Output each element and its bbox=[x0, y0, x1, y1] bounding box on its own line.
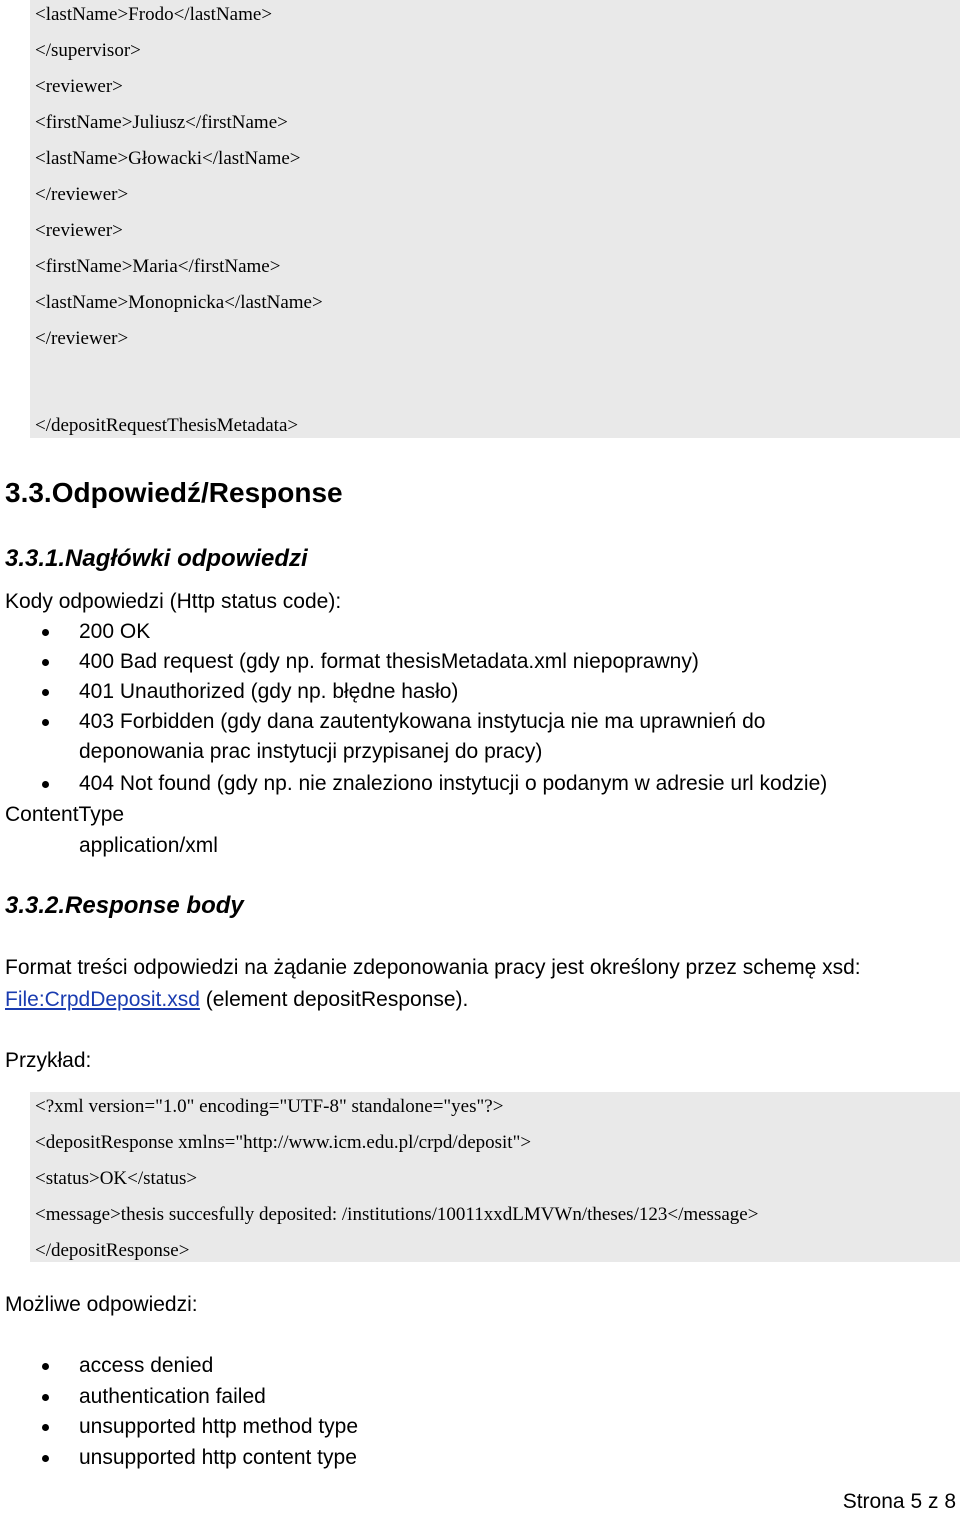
code-line: <message>thesis succesfully deposited: /institutions/10011xxdLMVWn/theses/123</message> bbox=[35, 1204, 759, 1225]
code-line: <reviewer> bbox=[35, 76, 123, 97]
total-pages: 8 bbox=[944, 1490, 956, 1513]
subsection-heading-headers: 3.3.1.Nagłówki odpowiedzi bbox=[5, 545, 308, 572]
bullet-icon bbox=[42, 1394, 49, 1401]
subsection-heading-response-body: 3.3.2.Response body bbox=[5, 892, 244, 919]
content-type-label: ContentType bbox=[5, 803, 125, 826]
code-line: </depositResponse> bbox=[35, 1240, 190, 1261]
possible-response-item: unsupported http content type bbox=[79, 1446, 357, 1469]
section-heading-response: 3.3.Odpowiedź/Response bbox=[5, 477, 343, 508]
bullet-icon bbox=[42, 1363, 49, 1370]
schema-element-note: (element depositResponse). bbox=[199, 988, 469, 1011]
code-line: <?xml version="1.0" encoding="UTF-8" standalone="yes"?> bbox=[35, 1096, 504, 1117]
status-code-item: 401 Unauthorized (gdy np. błędne hasło) bbox=[79, 680, 459, 703]
code-line: <firstName>Juliusz</firstName> bbox=[35, 112, 288, 133]
bullet-icon bbox=[42, 659, 49, 666]
code-block-response-example bbox=[30, 1092, 960, 1262]
bullet-icon bbox=[42, 689, 49, 696]
response-body-paragraph-line2 bbox=[5, 988, 468, 1012]
status-code-item: 403 Forbidden (gdy dana zautentykowana instytucja nie ma uprawnień do bbox=[79, 710, 766, 733]
status-code-item: 404 Not found (gdy np. nie znaleziono instytucji o podanym w adresie url kodzie) bbox=[79, 772, 828, 795]
code-line: <status>OK</status> bbox=[35, 1168, 198, 1189]
code-line: </reviewer> bbox=[35, 184, 129, 205]
schema-link[interactable]: File:CrpdDeposit.xsd bbox=[5, 988, 200, 1011]
possible-response-item: access denied bbox=[79, 1354, 214, 1377]
code-line: <lastName>Frodo</lastName> bbox=[35, 4, 273, 25]
code-line: <depositResponse xmlns="http://www.icm.edu.pl/crpd/deposit"> bbox=[35, 1132, 532, 1153]
bullet-icon bbox=[42, 1455, 49, 1462]
code-line: <reviewer> bbox=[35, 220, 123, 241]
possible-response-item: authentication failed bbox=[79, 1385, 266, 1408]
page-of-label: z bbox=[927, 1490, 939, 1513]
bullet-icon bbox=[42, 1424, 49, 1431]
status-code-item: 200 OK bbox=[79, 620, 151, 643]
code-line: <firstName>Maria</firstName> bbox=[35, 256, 281, 277]
status-codes-intro: Kody odpowiedzi (Http status code): bbox=[5, 590, 342, 613]
bullet-icon bbox=[42, 781, 49, 788]
current-page: 5 bbox=[910, 1490, 923, 1513]
bullet-icon bbox=[42, 719, 49, 726]
possible-responses-label: Możliwe odpowiedzi: bbox=[5, 1293, 198, 1316]
code-line: </depositRequestThesisMetadata> bbox=[35, 415, 299, 436]
bullet-icon bbox=[42, 629, 49, 636]
code-block-metadata bbox=[30, 0, 960, 438]
status-code-item-continuation: deponowania prac instytucji przypisanej do pracy) bbox=[79, 740, 543, 763]
code-line: </reviewer> bbox=[35, 328, 129, 349]
page-number bbox=[843, 1490, 956, 1514]
status-code-item: 400 Bad request (gdy np. format thesisMetadata.xml niepoprawny) bbox=[79, 650, 699, 673]
code-line: <lastName>Monopnicka</lastName> bbox=[35, 292, 323, 313]
example-label: Przykład: bbox=[5, 1049, 92, 1072]
code-line: </supervisor> bbox=[35, 40, 141, 61]
content-type-value: application/xml bbox=[79, 834, 218, 857]
possible-response-item: unsupported http method type bbox=[79, 1415, 359, 1438]
code-line: <lastName>Głowacki</lastName> bbox=[35, 148, 301, 169]
page-label: Strona bbox=[842, 1490, 905, 1513]
response-body-paragraph: Format treści odpowiedzi na żądanie zdeponowania pracy jest określony przez schemę xsd: bbox=[5, 956, 861, 979]
